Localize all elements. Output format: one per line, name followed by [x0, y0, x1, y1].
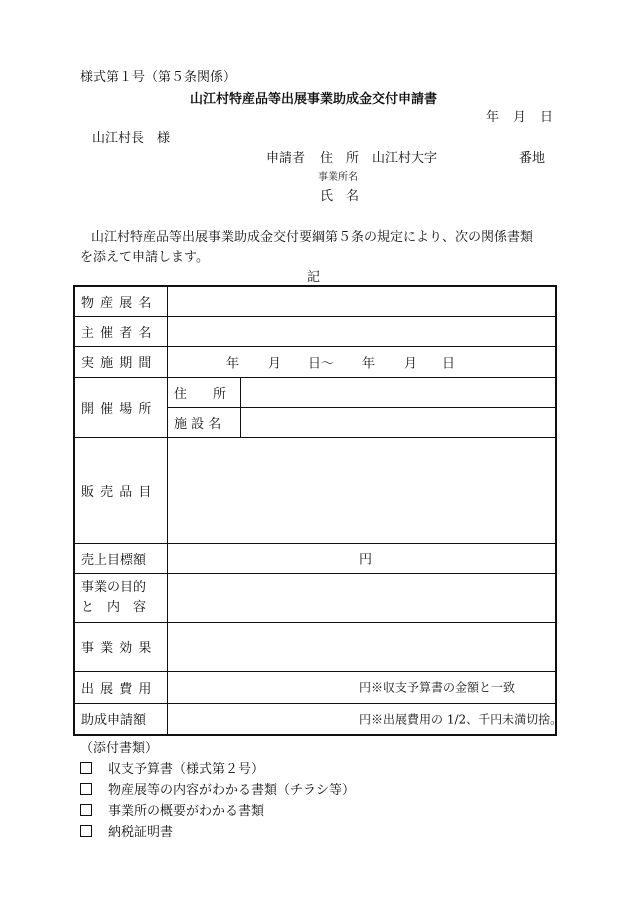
form-title: 山江村特産品等出展事業助成金交付申請書: [190, 92, 438, 107]
attachment-item-label: 収支予算書（様式第２号）: [108, 762, 265, 777]
row-exhibit-cost: [74, 671, 556, 703]
row-venue-address: [74, 377, 556, 407]
attachment-item-label: 物産展等の内容がわかる書類（チラシ等）: [108, 783, 356, 798]
row-exhibition-name: [74, 286, 556, 316]
applicant-office-label: 事業所名: [318, 172, 358, 183]
field-venue-address[interactable]: [241, 377, 557, 407]
field-period[interactable]: [168, 346, 557, 377]
field-effect[interactable]: [168, 622, 557, 671]
field-purpose[interactable]: [168, 573, 557, 622]
application-form-table: [73, 285, 563, 736]
label-purpose-line-2: と 内 容: [81, 599, 147, 615]
checkbox-icon[interactable]: [80, 804, 92, 816]
row-effect: [74, 622, 556, 671]
label-sales-items: 販 売 品 目: [74, 437, 168, 543]
row-grant-amount: [74, 703, 556, 735]
attachment-item: [80, 800, 264, 819]
attachment-item-label: 納税証明書: [108, 825, 174, 840]
field-sales-target[interactable]: [168, 543, 557, 573]
label-venue: 開 催 場 所: [74, 377, 168, 437]
body-line-2: を添えて申請します。: [80, 250, 209, 265]
period-day-1: 日～: [308, 356, 335, 371]
date-day-label: 日: [540, 110, 554, 125]
label-effect: 事 業 効 果: [74, 622, 168, 671]
field-exhibit-cost[interactable]: [168, 671, 557, 703]
label-venue-facility: 施 設 名: [168, 407, 241, 437]
field-venue-facility[interactable]: [241, 407, 557, 437]
ki-label: 記: [307, 270, 321, 285]
field-grant-amount[interactable]: [168, 703, 563, 735]
label-grant-amount: 助成申請額: [74, 703, 168, 735]
applicant-address-suffix: 番地: [519, 151, 546, 166]
attachment-item: [80, 779, 355, 798]
label-exhibition-name: 物 産 展 名: [74, 286, 168, 316]
field-exhibition-name[interactable]: [168, 286, 557, 316]
field-organizer[interactable]: [168, 316, 557, 346]
checkbox-icon[interactable]: [80, 762, 92, 774]
row-sales-target: [74, 543, 556, 573]
date-year-label: 年: [486, 110, 500, 125]
period-month-1: 月: [268, 356, 282, 371]
period-month-2: 月: [404, 356, 418, 371]
field-sales-items[interactable]: [168, 437, 557, 543]
attachment-item-label: 事業所の概要がわかる書類: [108, 804, 265, 819]
label-exhibit-cost: 出 展 費 用: [74, 671, 168, 703]
row-purpose: [74, 573, 556, 622]
label-organizer: 主 催 者 名: [74, 316, 168, 346]
date-month-label: 月: [513, 110, 527, 125]
period-year-1: 年: [226, 356, 240, 371]
row-organizer: [74, 316, 556, 346]
label-purpose: [74, 573, 168, 622]
attachments-heading: （添付書類）: [80, 741, 159, 756]
addressee: 山江村長 様: [92, 131, 171, 146]
form-number: 様式第１号（第５条関係）: [80, 70, 237, 85]
row-period: [74, 346, 556, 377]
label-period: 実 施 期 間: [74, 346, 168, 377]
attachment-item: [80, 758, 264, 777]
applicant-address-value: 山江村大字: [372, 151, 438, 166]
label-purpose-line-1: 事業の目的: [81, 579, 147, 595]
sales-target-yen: 円: [359, 552, 373, 568]
checkbox-icon[interactable]: [80, 825, 92, 837]
applicant-label: 申請者: [266, 151, 306, 166]
body-line-1: 山江村特産品等出展事業助成金交付要綱第５条の規定により、次の関係書類: [91, 230, 534, 245]
attachment-item: [80, 821, 173, 840]
applicant-address-label: 住 所: [320, 151, 360, 166]
applicant-name-label: 氏 名: [320, 189, 360, 204]
period-year-2: 年: [362, 356, 376, 371]
grant-amount-note: 円※出展費用の 1/2、千円未満切捨。: [359, 712, 563, 726]
checkbox-icon[interactable]: [80, 783, 92, 795]
row-sales-items: [74, 437, 556, 543]
period-day-2: 日: [442, 356, 456, 371]
exhibit-cost-note: 円※収支予算書の金額と一致: [359, 680, 516, 695]
label-sales-target: 売上目標額: [74, 543, 168, 573]
label-venue-address: 住 所: [168, 377, 241, 407]
